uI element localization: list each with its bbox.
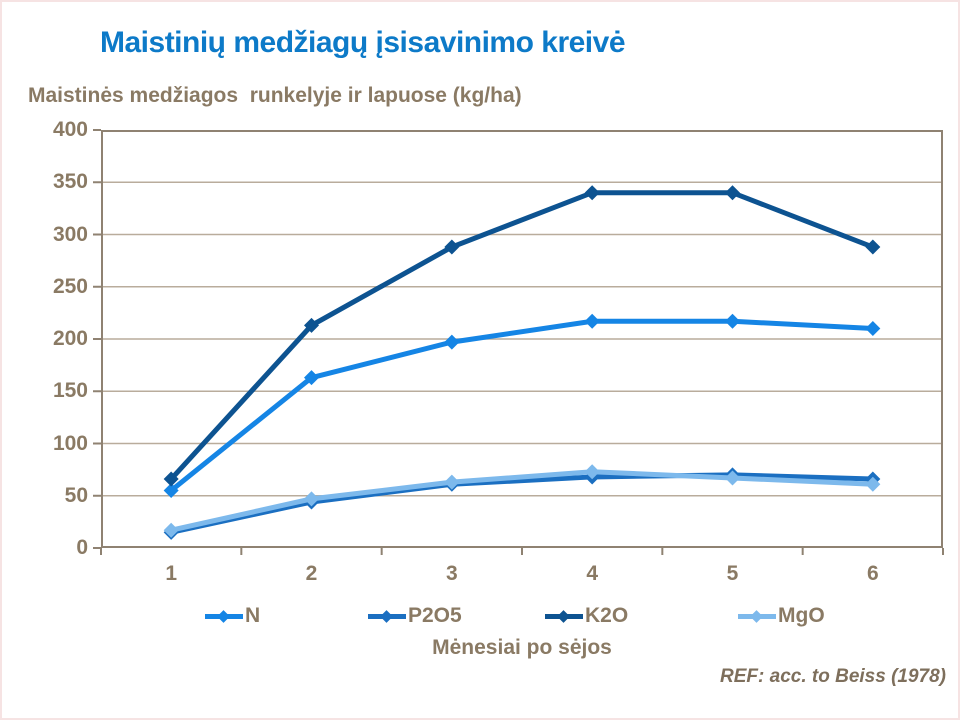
y-axis-tick-label: 350 [52, 170, 88, 194]
chart-subtitle: Maistinės medžiagos runkelyje ir lapuose (kg/ha) [28, 84, 522, 107]
legend-label-k2o: K2O [585, 604, 629, 627]
y-axis-tick-label: 0 [76, 536, 88, 559]
legend-marker-n-icon [205, 610, 243, 623]
data-point-marker-K2O [725, 185, 740, 200]
plot-area [101, 130, 943, 548]
data-point-marker-K2O [865, 240, 880, 255]
x-axis-title: Mėnesiai po sėjos [432, 636, 612, 659]
chart-canvas [101, 130, 943, 548]
data-point-marker-N [865, 321, 880, 336]
x-axis-tick-label: 1 [165, 562, 177, 585]
legend-marker-p2o5-icon [368, 610, 406, 623]
series-line-P2O5 [171, 475, 873, 532]
legend-marker-mgo-icon [738, 610, 776, 623]
x-axis-tick-label: 5 [726, 562, 739, 585]
y-axis-tick-label: 400 [52, 118, 88, 141]
series-line-N [171, 321, 873, 490]
data-point-marker-N [585, 314, 600, 329]
page-title: Maistinių medžiagų įsisavinimo kreivė [100, 26, 626, 59]
data-point-marker-N [444, 335, 459, 350]
legend-item-k2o [545, 603, 628, 629]
x-axis-tick-label: 6 [866, 562, 879, 585]
legend-label-p2o5: P2O5 [408, 604, 462, 627]
data-point-marker-N [725, 314, 740, 329]
legend-label-n: N [245, 604, 261, 627]
series-line-K2O [171, 193, 873, 479]
legend-item-mgo [738, 603, 825, 629]
y-axis-tick-label: 50 [64, 483, 88, 507]
y-axis-tick-label: 300 [52, 222, 88, 246]
x-axis-tick-label: 3 [445, 562, 458, 585]
y-axis-tick-label: 250 [52, 274, 88, 298]
y-axis-tick-label: 150 [52, 379, 88, 403]
reference-note: REF: acc. to Beiss (1978) [720, 666, 946, 687]
legend-label-mgo: MgO [778, 604, 825, 627]
y-axis-tick-label: 200 [52, 327, 88, 350]
data-point-marker-MgO [164, 523, 179, 538]
legend-marker-k2o-icon [545, 610, 583, 623]
y-axis-tick-label: 100 [52, 431, 88, 455]
data-point-marker-K2O [585, 185, 600, 200]
legend-item-p2o5 [368, 603, 462, 629]
x-axis-tick-label: 2 [305, 562, 318, 585]
legend-item-n [205, 603, 260, 629]
x-axis-tick-label: 4 [586, 562, 598, 585]
